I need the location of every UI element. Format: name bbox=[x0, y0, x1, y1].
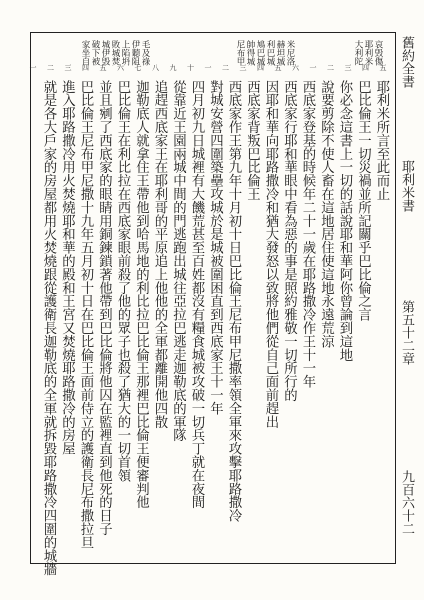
text-column: 從靠近王園兩城中間的門逃跑出城往亞拉巴逃走迦勒底的軍隊 bbox=[170, 80, 186, 442]
text-column: 就是各大戶家的房屋都用火焚燒跟從護衛長迦勒底的全軍就拆毀耶路撒冷四圍的城牆 bbox=[41, 80, 56, 576]
verse-number: 一 bbox=[29, 64, 37, 71]
text-column: 西底家行耶和華眼中看為惡的事是照約雅敬一切所行的 bbox=[281, 80, 297, 402]
text-column: 你必念這書上一切的話說耶和華阿你曾論到這地 bbox=[337, 80, 352, 362]
annotation-note: 利巴城 bbox=[265, 40, 275, 66]
verse-number: 九 bbox=[169, 64, 177, 71]
annotation-note: 大利陀 bbox=[353, 40, 363, 66]
text-column: 巴比倫王尼布甲尼撒十九年五月初十日在巴比倫王面前侍立的護衛長尼布撒拉旦 bbox=[78, 80, 93, 549]
text-column: 巴比倫王在利比拉在西底家眼前殺了他的眾子也殺了猶大的一切首領 bbox=[115, 80, 130, 482]
verse-number: 二 bbox=[221, 64, 230, 71]
verse-number: 五 bbox=[379, 64, 387, 71]
annotation-note: 米尼洛 bbox=[285, 40, 295, 66]
annotation-note: 敗城焚 bbox=[110, 40, 120, 66]
verse-number: 三 bbox=[344, 64, 352, 71]
verse-number: 五 bbox=[274, 64, 282, 71]
verse-number: 一 bbox=[309, 64, 317, 71]
text-column: 迦勒底人就拿住王帶他到哈馬地的利比拉巴比倫王那裡巴比倫王便審判他 bbox=[133, 80, 149, 509]
annotation-note: 城伊毁 bbox=[100, 40, 110, 66]
verse-number: 四 bbox=[361, 64, 370, 71]
text-column: 西底家背叛巴比倫王 bbox=[244, 80, 260, 201]
chapter-book: 耶利米書 bbox=[399, 160, 414, 212]
verse-number: 五 bbox=[99, 64, 107, 71]
verse-number: 四 bbox=[256, 64, 265, 71]
annotation-note: 哀毁傷 bbox=[373, 40, 383, 66]
text-column: 耶利米所言至此而止 bbox=[374, 80, 389, 201]
text-column: 追趕西底家王在耶利哥的平原追上他他的全軍都離開他四散 bbox=[152, 80, 167, 429]
text-column: 因耶和華向耶路撒冷和猶大發怒以致將他們從自己面前趕出 bbox=[263, 80, 278, 429]
verse-number: 三 bbox=[64, 64, 72, 71]
annotation-note: 破下被 bbox=[90, 40, 100, 66]
text-column: 四月初九日城裡有大饑荒甚至百姓都沒有糧食城被攻破一切兵丁就在夜間 bbox=[189, 80, 204, 509]
annotation-note: 帥得城 bbox=[245, 40, 255, 66]
verse-number: 八 bbox=[151, 64, 160, 71]
verse-number: 七 bbox=[134, 64, 142, 71]
text-column: 西底家登基的時候年二十一歲在耶路撒冷作王十一年 bbox=[300, 80, 315, 389]
verse-number: 六 bbox=[116, 64, 125, 71]
annotation-note: 家坐自 bbox=[80, 40, 90, 66]
text-column: 巴比倫王一切災禍並所記關乎巴比倫之言 bbox=[355, 80, 371, 322]
annotation-note: 尼布甲 bbox=[235, 40, 245, 66]
verse-number: 四 bbox=[81, 64, 90, 71]
text-column: 對城安營四圍築壘攻城於是城被圍困直到西底家王十一年 bbox=[207, 80, 223, 415]
annotation-note: 毛及祿 bbox=[140, 40, 150, 66]
verse-number: 三 bbox=[239, 64, 247, 71]
page-number: 九百六十二 bbox=[399, 470, 414, 535]
book-title: 舊約全書 bbox=[399, 36, 414, 88]
verse-number: 六 bbox=[291, 64, 300, 71]
text-column: 西底家作王第九年十月初十日巴比倫王尼布甲尼撒率領全軍來攻擊耶路撒冷 bbox=[226, 80, 241, 523]
verse-number: 二 bbox=[326, 64, 335, 71]
annotation-note: 鳩巴城 bbox=[255, 40, 265, 66]
annotation-note: 耶利米 bbox=[363, 40, 373, 66]
verse-number: 一 bbox=[204, 64, 212, 71]
annotation-note: 上陷坍 bbox=[120, 40, 130, 66]
text-column: 並且剜了西底家的眼睛用銅鍊鎖著他帶到巴比倫將他囚在監裡直到他死的日子 bbox=[96, 80, 112, 536]
verse-number: 十 bbox=[186, 64, 195, 71]
text-column: 進入耶路撒冷用火焚燒耶和華的殿和王宮又焚燒耶路撒冷的房屋 bbox=[59, 80, 75, 456]
text-column: 說要剪除不使人畜在這地居住使這地永遠荒涼 bbox=[318, 80, 334, 348]
chapter-label: 第五十二章 bbox=[399, 300, 414, 365]
annotation-note: 伊聽阻 bbox=[130, 40, 140, 66]
annotation-note: 赫坦城 bbox=[275, 40, 285, 66]
verse-number: 二 bbox=[46, 64, 55, 71]
